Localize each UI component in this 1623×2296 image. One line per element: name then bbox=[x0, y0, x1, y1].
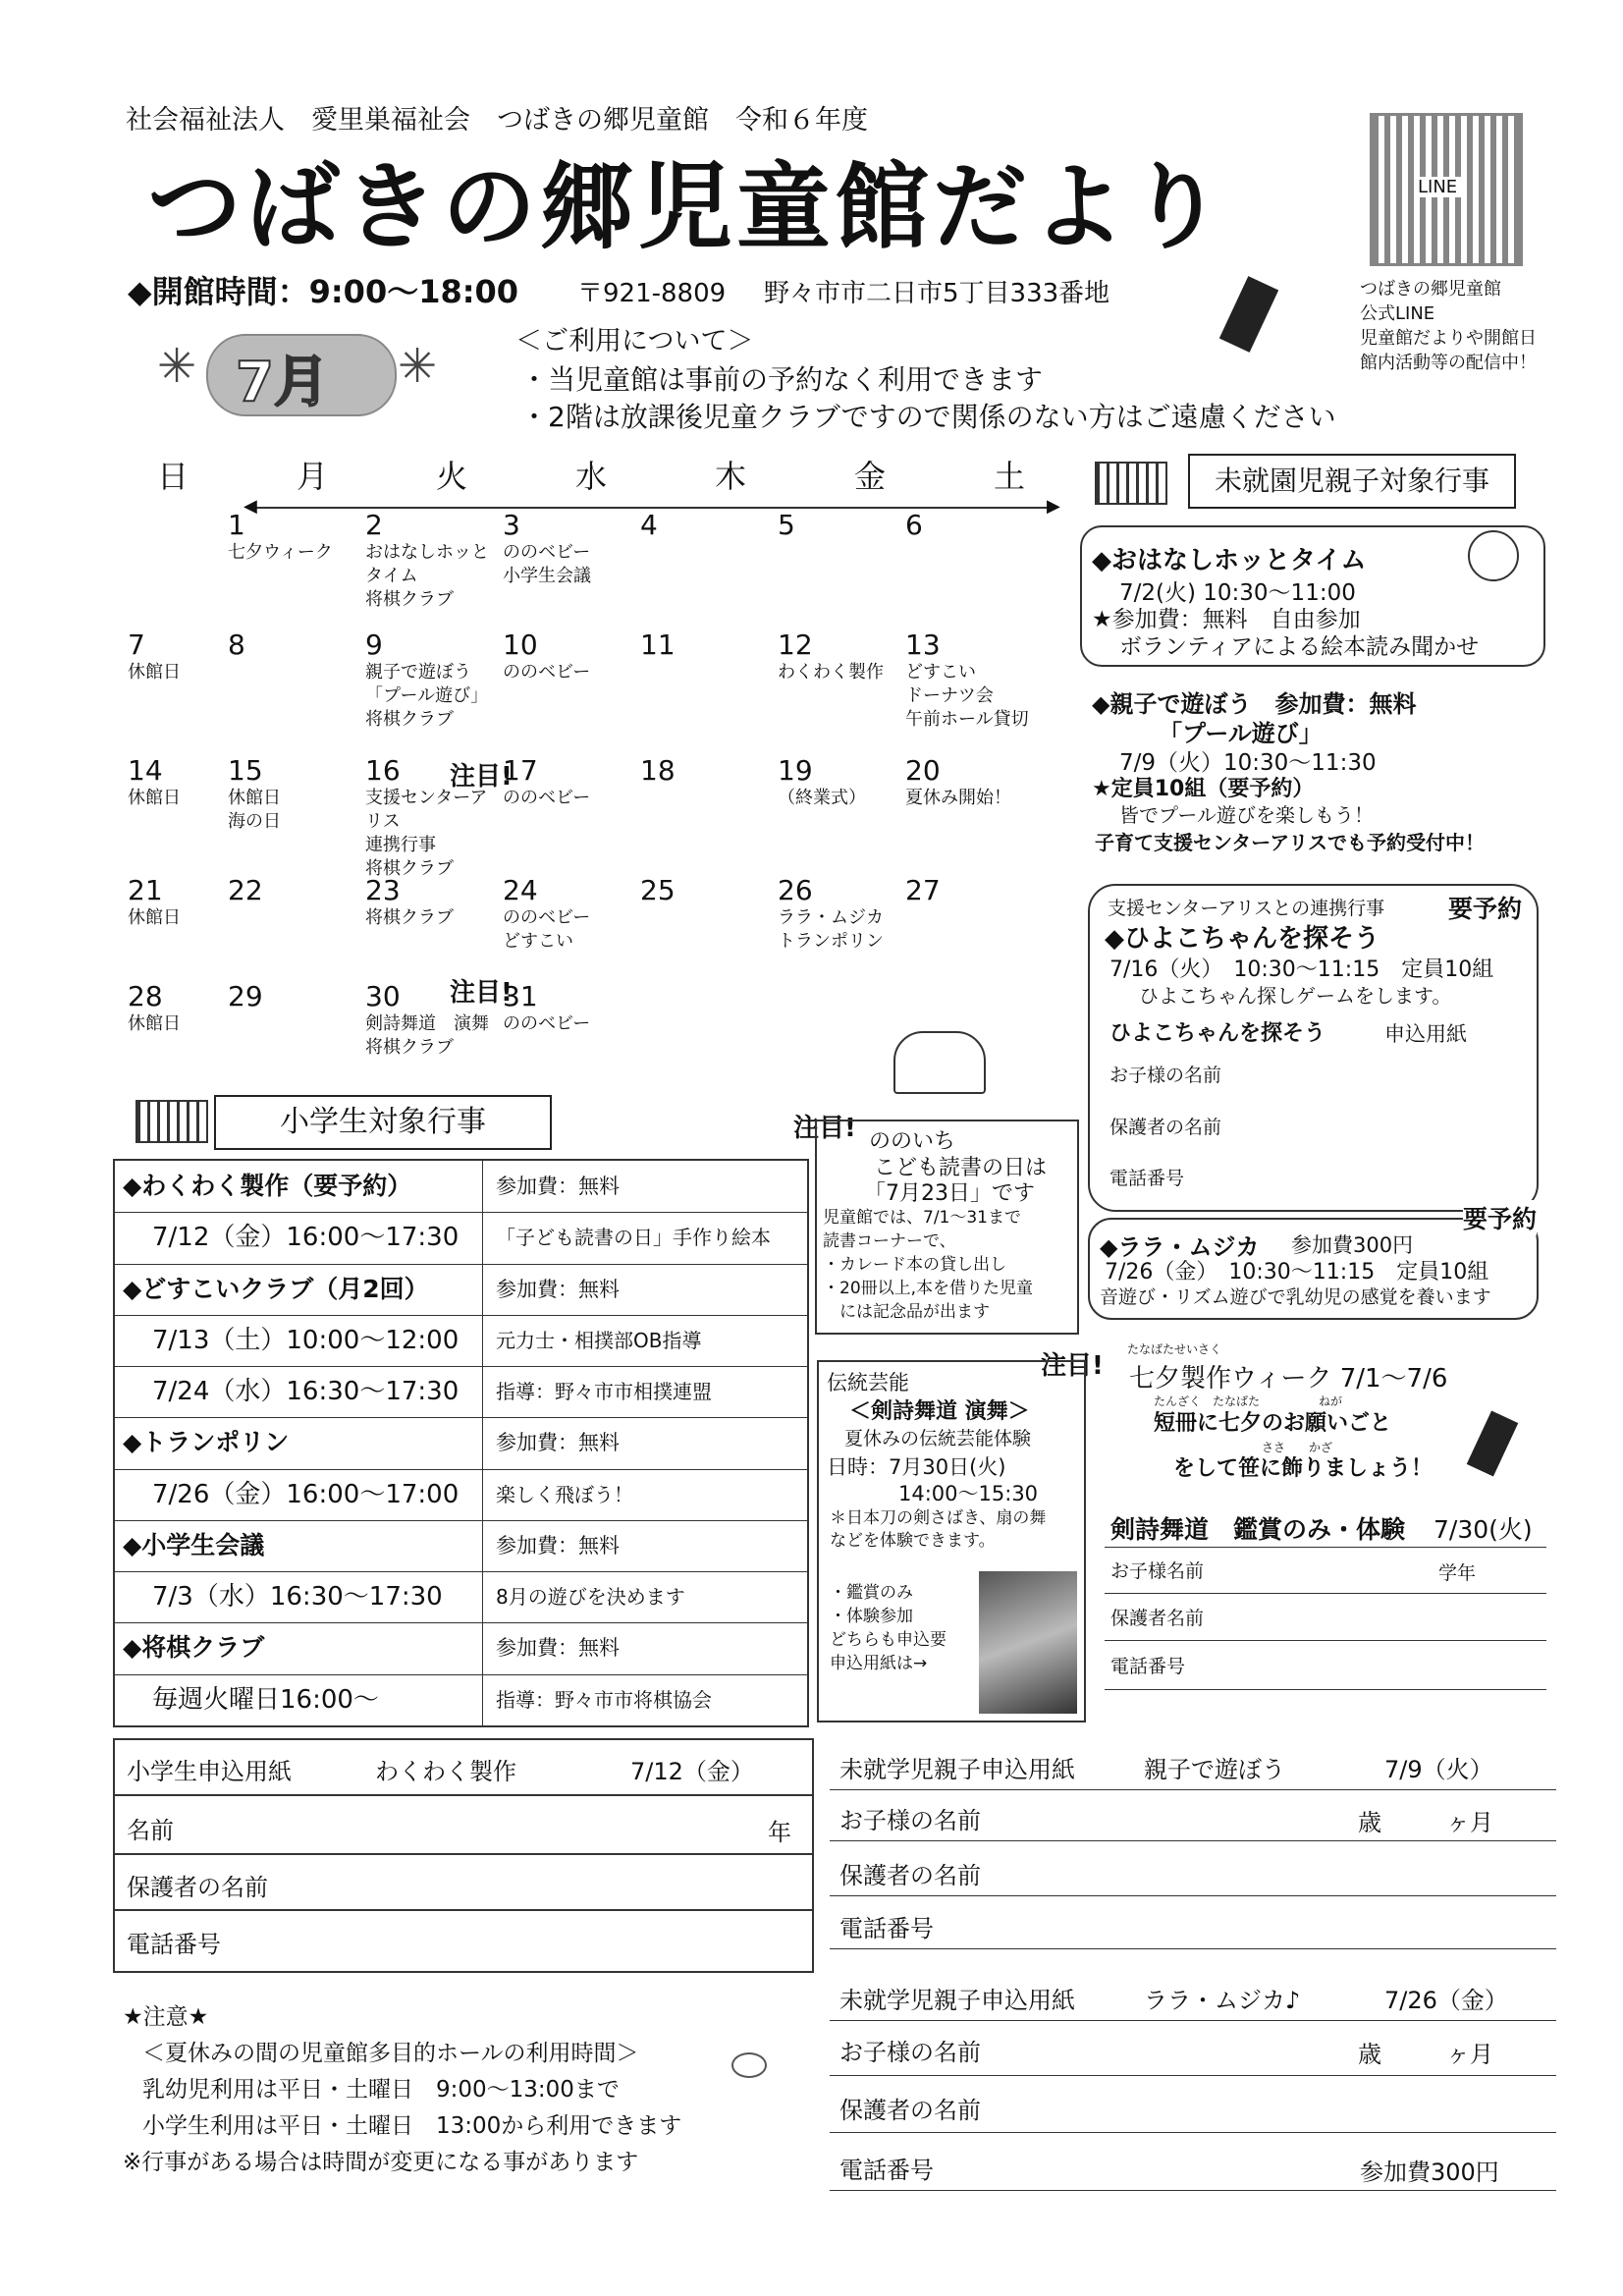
calendar-day bbox=[640, 754, 778, 787]
calendar-day bbox=[503, 754, 640, 810]
dance-l3: 14:00～15:30 bbox=[898, 1482, 1039, 1505]
table-row bbox=[115, 1417, 807, 1469]
pool-time: 7/9（火）10:30～11:30 bbox=[1119, 750, 1377, 776]
day-number: 26 bbox=[778, 874, 813, 906]
line-caption: つばきの郷児童館 公式LINE 児童館だよりや開館日 館内活動等の配信中！ bbox=[1360, 279, 1537, 373]
day-number: 14 bbox=[128, 754, 163, 787]
row-label: 7/26（金）16:00～17:00 bbox=[115, 1469, 483, 1520]
postal-code: 〒921-8809 bbox=[577, 279, 727, 308]
calendar-day bbox=[778, 629, 915, 684]
day-number: 25 bbox=[640, 874, 676, 906]
lala-child-field[interactable]: お子様の名前 bbox=[839, 2039, 981, 2066]
tanabata-ruby-3: ささ かざ bbox=[1262, 1441, 1333, 1454]
pool-form-date: 7/9（火） bbox=[1384, 1756, 1493, 1783]
lala-form-event: ララ・ムジカ♪ bbox=[1144, 1987, 1301, 2014]
pool-phone-field[interactable]: 電話番号 bbox=[839, 1915, 934, 1942]
sparkle-icon: ✳ bbox=[157, 339, 197, 394]
day-number: 19 bbox=[778, 754, 813, 787]
page-title: つばきの郷児童館だより bbox=[147, 151, 1227, 262]
day-number: 6 bbox=[905, 509, 923, 541]
tanabata-ruby-2: たんざく たなばた ねが bbox=[1154, 1394, 1343, 1408]
day-number: 27 bbox=[905, 874, 941, 906]
pool-desc-2: 子育て支援センターアリスでも予約受付中！ bbox=[1095, 831, 1485, 854]
hiyoko-phone-field[interactable]: 電話番号 bbox=[1109, 1168, 1185, 1189]
lala-form-fee: 参加費300円 bbox=[1360, 2159, 1499, 2186]
calendar-day bbox=[905, 629, 1043, 732]
elem-name-field[interactable]: 名前 bbox=[127, 1817, 174, 1844]
day-events: 支援センターアリス 連携行事 将棋クラブ bbox=[365, 788, 488, 879]
elem-phone-field[interactable]: 電話番号 bbox=[127, 1931, 221, 1958]
row-detail: 参加費：無料 bbox=[496, 1533, 620, 1558]
arrow-left-icon: ◀ bbox=[243, 496, 257, 517]
reading-body: 児童館では、7/1～31まで 読書コーナーで、 ・カレード本の貸し出し ・20冊以上,本を借りた児童 には記念品が出ます bbox=[823, 1208, 1034, 1322]
house-icon bbox=[1095, 462, 1167, 505]
kenshi-form-date: 7/30(火) bbox=[1434, 1515, 1533, 1544]
reservation-badge: 要予約 bbox=[1448, 895, 1523, 923]
kenshi-grade-label: 学年 bbox=[1438, 1562, 1477, 1584]
tanzaku-icon bbox=[1219, 276, 1278, 353]
pool-sub: 「プール遊び」 bbox=[1159, 720, 1323, 747]
reading-l2: こども読書の日は bbox=[874, 1156, 1048, 1180]
calendar-day bbox=[778, 874, 915, 954]
kenshi-child-field[interactable]: お子様名前 bbox=[1110, 1560, 1205, 1582]
day-number: 2 bbox=[365, 509, 383, 541]
row-label: ◆どすこいクラブ（月2回） bbox=[115, 1264, 483, 1315]
pool-desc-1: 皆でプール遊びを楽しもう！ bbox=[1119, 803, 1374, 827]
pool-form-title: 未就学児親子申込用紙 bbox=[839, 1756, 1075, 1783]
elementary-table bbox=[113, 1159, 809, 1727]
hiyoko-title: ◆ひよこちゃんを探そう bbox=[1105, 924, 1380, 954]
day-number: 7 bbox=[128, 629, 145, 661]
address: 野々市市二日市5丁目333番地 bbox=[764, 279, 1110, 308]
sparkle-icon: ✳ bbox=[398, 339, 438, 394]
day-events: 将棋クラブ bbox=[365, 907, 454, 928]
reading-l1: ののいち bbox=[869, 1129, 956, 1154]
row-detail: 参加費：無料 bbox=[496, 1431, 620, 1455]
calendar-day bbox=[365, 509, 503, 612]
lala-title: ◆ララ・ムジカ bbox=[1100, 1233, 1260, 1261]
row-detail: 参加費：無料 bbox=[496, 1175, 620, 1198]
pool-parent-field[interactable]: 保護者の名前 bbox=[839, 1862, 981, 1889]
day-events: 休館日 bbox=[128, 1013, 181, 1034]
weekday-label: 金 bbox=[854, 458, 887, 495]
weekday-label: 水 bbox=[575, 458, 608, 495]
elem-grade-label: 年 bbox=[768, 1819, 791, 1846]
day-number: 9 bbox=[365, 629, 383, 661]
table-row bbox=[115, 1161, 807, 1213]
pool-child-field[interactable]: お子様の名前 bbox=[839, 1807, 981, 1834]
attention-badge: 注目! bbox=[450, 978, 513, 1008]
usage-title: ＜ご利用について＞ bbox=[515, 326, 754, 356]
elem-form-title: 小学生申込用紙 bbox=[127, 1758, 292, 1785]
notice-l4: ※行事がある場合は時間が変更になる事があります bbox=[123, 2150, 639, 2175]
notice bbox=[123, 1998, 810, 2176]
day-events: ののベビー bbox=[503, 662, 591, 683]
day-number: 11 bbox=[640, 629, 676, 661]
hiyoko-child-field[interactable]: お子様の名前 bbox=[1109, 1065, 1222, 1086]
tanabata-line-2: をして笹に飾りましょう！ bbox=[1173, 1456, 1434, 1481]
kenshi-parent-field[interactable]: 保護者名前 bbox=[1110, 1608, 1205, 1629]
table-row bbox=[115, 1520, 807, 1572]
table-row bbox=[115, 1212, 807, 1264]
usage-line-2: ・2階は放課後児童クラブですので関係のない方はご遠慮ください bbox=[520, 401, 1336, 433]
notice-l3: 小学生利用は平日・土曜日 13:00から利用できます bbox=[142, 2113, 682, 2139]
day-number: 15 bbox=[228, 754, 263, 787]
calendar-day bbox=[228, 754, 365, 834]
qr-label: LINE bbox=[1414, 177, 1461, 197]
day-events: ののベビー bbox=[503, 1013, 591, 1034]
weekday-label: 火 bbox=[436, 458, 468, 495]
calendar-day bbox=[503, 980, 640, 1036]
calendar-day bbox=[640, 509, 778, 541]
lala-time: 7/26（金） 10:30～11:15 定員10組 bbox=[1105, 1260, 1489, 1285]
dance-sub: ＜剣詩舞道 演舞＞ bbox=[849, 1399, 1030, 1424]
calendar-day bbox=[640, 629, 778, 661]
preschool-heading: 未就園児親子対象行事 bbox=[1188, 454, 1516, 509]
lala-month-label: ヶ月 bbox=[1446, 2041, 1493, 2068]
lala-desc: 音遊び・リズム遊びで乳幼児の感覚を養います bbox=[1100, 1286, 1491, 1308]
calendar-day bbox=[365, 874, 503, 930]
elem-form-date: 7/12（金） bbox=[630, 1758, 754, 1785]
notice-l1: ＜夏休みの間の児童館多目的ホールの利用時間＞ bbox=[142, 2041, 639, 2066]
day-number: 4 bbox=[640, 509, 658, 541]
day-events: 休館日 bbox=[128, 907, 181, 928]
weekday-label: 土 bbox=[994, 458, 1026, 495]
table-row bbox=[115, 1315, 807, 1367]
calendar-day bbox=[228, 874, 365, 906]
kenshi-phone-field[interactable]: 電話番号 bbox=[1110, 1656, 1186, 1677]
dance-l2: 日時：7月30日(火) bbox=[827, 1455, 1006, 1479]
row-label: 7/24（水）16:30～17:30 bbox=[115, 1366, 483, 1417]
reading-l3: 「7月23日」です bbox=[864, 1181, 1035, 1206]
attention-badge: 注目! bbox=[1041, 1351, 1104, 1381]
lala-age-label: 歳 bbox=[1358, 2041, 1381, 2068]
day-number: 21 bbox=[128, 874, 163, 906]
dance-title: 伝統芸能 bbox=[827, 1371, 909, 1394]
dancer-photo bbox=[979, 1571, 1077, 1714]
pool-title: ◆親子で遊ぼう 参加費：無料 bbox=[1092, 690, 1417, 718]
day-events: 親子で遊ぼう 「プール遊び」 将棋クラブ bbox=[365, 662, 489, 730]
row-detail: 指導：野々市市相撲連盟 bbox=[496, 1380, 712, 1404]
bubble-icon bbox=[731, 2052, 767, 2078]
notice-title: ★注意★ bbox=[123, 2004, 209, 2030]
calendar-day bbox=[640, 874, 778, 906]
day-events: わくわく製作 bbox=[778, 662, 884, 683]
day-events: 休館日 海の日 bbox=[228, 788, 281, 832]
hiyoko-desc: ひよこちゃん探しゲームをします。 bbox=[1139, 984, 1452, 1008]
table-row bbox=[115, 1571, 807, 1623]
table-row bbox=[115, 1264, 807, 1316]
lala-form-date: 7/26（金） bbox=[1384, 1987, 1508, 2014]
calendar-grid bbox=[128, 509, 1090, 1059]
ohanashi-title: ◆おはなしホッとタイム bbox=[1092, 546, 1367, 575]
day-number: 18 bbox=[640, 754, 676, 787]
row-detail: 指導：野々市市将棋協会 bbox=[496, 1687, 712, 1712]
row-label: 7/12（金）16:00～17:30 bbox=[115, 1212, 483, 1263]
kenshi-form-title: 剣詩舞道 鑑賞のみ・体験 bbox=[1110, 1515, 1406, 1544]
weekday-label: 日 bbox=[157, 458, 189, 495]
row-detail: 8月の遊びを決めます bbox=[496, 1585, 685, 1610]
calendar-day bbox=[778, 754, 915, 810]
row-detail: 参加費：無料 bbox=[496, 1636, 620, 1661]
ohanashi-fee: ★参加費：無料 自由参加 bbox=[1092, 607, 1361, 632]
day-events: おはなしホッと タイム 将棋クラブ bbox=[365, 542, 489, 610]
day-number: 10 bbox=[503, 629, 538, 661]
lala-form-title: 未就学児親子申込用紙 bbox=[839, 1987, 1075, 2014]
tanabata-ruby-1: たなばたせいさく bbox=[1127, 1342, 1222, 1356]
row-label: 毎週火曜日16:00～ bbox=[115, 1674, 483, 1725]
day-events: （終業式） bbox=[778, 788, 866, 808]
day-events: 夏休み開始！ bbox=[905, 788, 1011, 808]
calendar-day bbox=[778, 509, 915, 541]
calendar-day bbox=[905, 874, 1043, 906]
calendar-day bbox=[365, 629, 503, 732]
row-label: 7/3（水）16:30～17:30 bbox=[115, 1571, 483, 1622]
table-row bbox=[115, 1622, 807, 1674]
calendar-day bbox=[503, 629, 640, 684]
lala-form bbox=[830, 1969, 1556, 2205]
elementary-form bbox=[113, 1738, 814, 1973]
day-number: 30 bbox=[365, 980, 401, 1012]
usage-line-1: ・当児童館は事前の予約なく利用できます bbox=[520, 363, 1044, 396]
row-label: ◆小学生会議 bbox=[115, 1520, 483, 1571]
day-events: ののベビー どすこい bbox=[503, 907, 591, 952]
row-label: ◆わくわく製作（要予約） bbox=[115, 1161, 483, 1212]
day-number: 23 bbox=[365, 874, 401, 906]
row-detail: 「子ども読書の日」手作り絵本 bbox=[496, 1226, 771, 1250]
dance-l1: 夏休みの伝統芸能体験 bbox=[844, 1428, 1032, 1449]
calendar bbox=[128, 452, 1080, 1080]
day-events: 休館日 bbox=[128, 662, 181, 683]
attention-badge: 注目! bbox=[450, 762, 513, 792]
hiyoko-time: 7/16（火） 10:30～11:15 定員10組 bbox=[1109, 957, 1494, 982]
table-row bbox=[115, 1366, 807, 1418]
lala-parent-field[interactable]: 保護者の名前 bbox=[839, 2097, 981, 2124]
children-illustration-icon bbox=[893, 1031, 986, 1094]
calendar-day bbox=[905, 509, 1043, 541]
weekday-label: 月 bbox=[297, 458, 329, 495]
row-detail: 元力士・相撲部OB指導 bbox=[496, 1328, 702, 1352]
calendar-day bbox=[905, 754, 1043, 810]
month-label: 7月 bbox=[236, 351, 329, 414]
dance-note: ＊日本刀の剣さばき、扇の舞 などを体験できます。 bbox=[830, 1508, 1047, 1551]
day-events: ののベビー 小学生会議 bbox=[503, 542, 591, 586]
day-number: 31 bbox=[503, 980, 538, 1012]
lala-fee: 参加費300円 bbox=[1291, 1233, 1414, 1257]
pool-month-label: ヶ月 bbox=[1446, 1809, 1493, 1836]
row-label: 7/13（土）10:00～12:00 bbox=[115, 1315, 483, 1366]
day-events: 剣詩舞道 演舞 将棋クラブ bbox=[365, 1013, 489, 1058]
calendar-day bbox=[228, 509, 365, 565]
day-events: 休館日 bbox=[128, 788, 181, 808]
row-label: ◆将棋クラブ bbox=[115, 1622, 483, 1673]
day-events: ののベビー bbox=[503, 788, 591, 808]
tanabata-line-1: 短冊に七夕のお願いごと bbox=[1154, 1411, 1392, 1436]
table-row bbox=[115, 1674, 807, 1725]
pool-form-event: 親子で遊ぼう bbox=[1144, 1756, 1285, 1783]
calendar-day bbox=[503, 509, 640, 588]
day-events: ララ・ムジカ トランポリン bbox=[778, 907, 884, 952]
ohanashi-time: 7/2(火) 10:30～11:00 bbox=[1119, 580, 1356, 606]
day-number: 12 bbox=[778, 629, 813, 661]
calendar-day bbox=[228, 980, 365, 1012]
pool-age-label: 歳 bbox=[1358, 1809, 1381, 1836]
day-number: 24 bbox=[503, 874, 538, 906]
day-number: 29 bbox=[228, 980, 263, 1012]
day-number: 8 bbox=[228, 629, 245, 661]
tanzaku-icon bbox=[1467, 1410, 1519, 1476]
table-row bbox=[115, 1469, 807, 1521]
pool-form bbox=[830, 1740, 1556, 1961]
hours: ◆開館時間：9:00～18:00 bbox=[128, 273, 519, 310]
day-number: 1 bbox=[228, 509, 245, 541]
hiyoko-parent-field[interactable]: 保護者の名前 bbox=[1109, 1117, 1222, 1138]
hiyoko-form-label: 申込用紙 bbox=[1384, 1022, 1467, 1046]
calendar-day bbox=[503, 874, 640, 954]
elem-form-event: わくわく製作 bbox=[375, 1758, 516, 1785]
day-events: どすこい ドーナツ会 午前ホール貸切 bbox=[905, 662, 1029, 730]
child-icon bbox=[1468, 530, 1519, 581]
elem-parent-field[interactable]: 保護者の名前 bbox=[127, 1874, 268, 1901]
day-number: 20 bbox=[905, 754, 941, 787]
elementary-heading: 小学生対象行事 bbox=[214, 1095, 552, 1150]
pool-limit: ★定員10組（要予約） bbox=[1092, 777, 1315, 801]
notice-l2: 乳幼児利用は平日・土曜日 9:00～13:00まで bbox=[142, 2077, 620, 2103]
weekday-header bbox=[157, 452, 1080, 501]
reservation-badge: 要予約 bbox=[1463, 1200, 1537, 1235]
hiyoko-pre: 支援センターアリスとの連携行事 bbox=[1108, 898, 1385, 919]
row-detail: 楽しく飛ぼう！ bbox=[496, 1482, 633, 1506]
dance-options: ・鑑賞のみ ・体験参加 どちらも申込要 申込用紙は→ bbox=[830, 1583, 947, 1673]
arrow-right-icon: ▶ bbox=[1047, 496, 1060, 517]
row-detail: 参加費：無料 bbox=[496, 1277, 620, 1301]
day-number: 13 bbox=[905, 629, 941, 661]
attention-badge: 注目! bbox=[793, 1114, 856, 1143]
ohanashi-desc: ボランティアによる絵本読み聞かせ bbox=[1119, 634, 1480, 660]
day-number: 3 bbox=[503, 509, 520, 541]
org-line: 社会福祉法人 愛里巣福祉会 つばきの郷児童館 令和６年度 bbox=[126, 105, 868, 136]
day-number: 16 bbox=[365, 754, 401, 787]
lala-phone-field[interactable]: 電話番号 bbox=[839, 2157, 934, 2184]
day-number: 17 bbox=[503, 754, 538, 787]
tanabata-title: 七夕製作ウィーク 7/1～7/6 bbox=[1129, 1364, 1448, 1394]
day-number: 28 bbox=[128, 980, 163, 1012]
day-events: 七夕ウィーク bbox=[228, 542, 333, 563]
calendar-day bbox=[228, 629, 365, 661]
weekday-label: 木 bbox=[715, 458, 747, 495]
day-number: 22 bbox=[228, 874, 263, 906]
day-number: 5 bbox=[778, 509, 795, 541]
kenshi-form bbox=[1105, 1503, 1546, 1704]
house-icon bbox=[135, 1100, 208, 1143]
row-label: ◆トランポリン bbox=[115, 1417, 483, 1468]
hiyoko-form-title: ひよこちゃんを探そう bbox=[1109, 1021, 1326, 1046]
